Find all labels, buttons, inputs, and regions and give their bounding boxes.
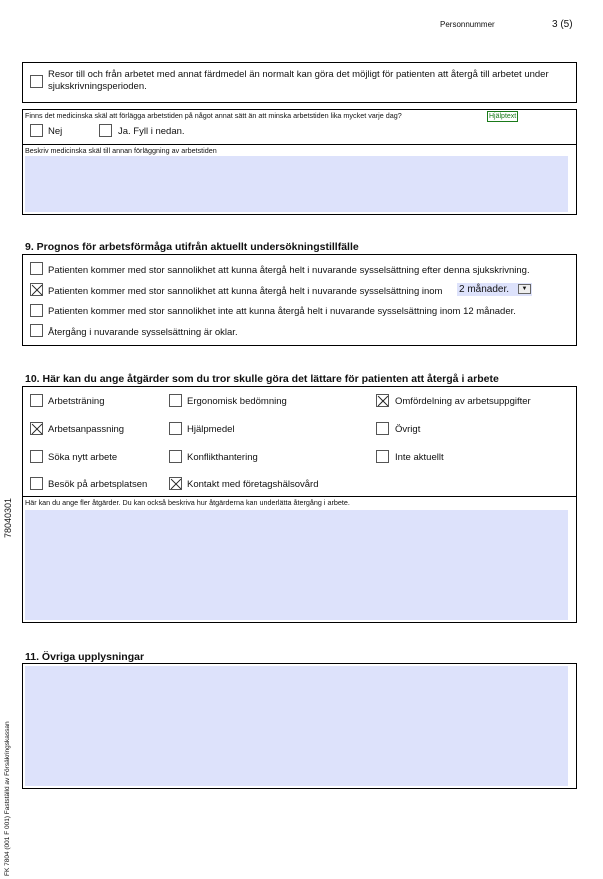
chevron-down-icon[interactable]: ▼	[518, 284, 531, 294]
page-number: 3 (5)	[552, 19, 573, 30]
prognosis-option-1-checkbox[interactable]	[30, 262, 43, 275]
measure-besok-checkbox[interactable]	[30, 477, 43, 490]
measure-inte-aktuellt-label: Inte aktuellt	[395, 452, 444, 463]
prognosis-option-2-checkbox[interactable]	[30, 283, 43, 296]
duration-select[interactable]	[457, 283, 532, 296]
measure-hjalpmedel-label: Hjälpmedel	[187, 424, 235, 435]
measure-fhv-checkbox[interactable]	[169, 477, 182, 490]
describe-field[interactable]	[25, 156, 568, 212]
measure-arbetstraning-label: Arbetsträning	[48, 396, 105, 407]
divider	[22, 144, 577, 145]
prognosis-option-1-label: Patienten kommer med stor sannolikhet att kunna återgå helt i nuvarande sysselsättning efter denna sjukskrivning.	[48, 265, 530, 276]
help-button[interactable]: Hjälptext	[489, 113, 517, 120]
personnummer-label: Personnummer	[440, 20, 495, 29]
distribution-question: Finns det medicinska skäl att förlägga arbetstiden på något annat sätt än att minska arbetstiden lika mycket varje dag?	[25, 111, 402, 120]
measure-omfordelning-checkbox[interactable]	[376, 394, 389, 407]
measure-omfordelning-label: Omfördelning av arbetsuppgifter	[395, 396, 531, 407]
measure-ergonomi-label: Ergonomisk bedömning	[187, 396, 287, 407]
measure-ovrigt-checkbox[interactable]	[376, 422, 389, 435]
measure-fhv-label: Kontakt med företagshälsovård	[187, 479, 319, 490]
more-measures-label: Här kan du ange fler åtgärder. Du kan också beskriva hur åtgärderna kan underlätta återgång i arbete.	[25, 498, 350, 507]
measure-inte-aktuellt-checkbox[interactable]	[376, 450, 389, 463]
other-info-field[interactable]	[25, 666, 568, 786]
yes-label: Ja. Fyll i nedan.	[118, 126, 185, 137]
travel-checkbox[interactable]	[30, 75, 43, 88]
measure-hjalpmedel-checkbox[interactable]	[169, 422, 182, 435]
measure-konflikt-label: Konflikthantering	[187, 452, 258, 463]
duration-value: 2 månader.	[459, 284, 510, 295]
measure-ovrigt-label: Övrigt	[395, 424, 421, 435]
form-code: 78040301	[3, 497, 13, 538]
measure-soka-checkbox[interactable]	[30, 450, 43, 463]
no-label: Nej	[48, 126, 63, 137]
measure-besok-label: Besök på arbetsplatsen	[48, 479, 148, 490]
prognosis-option-4-label: Återgång i nuvarande sysselsättning är oklar.	[48, 327, 238, 338]
describe-label: Beskriv medicinska skäl till annan förläggning av arbetstiden	[25, 146, 217, 155]
measure-arbetsanpassning-checkbox[interactable]	[30, 422, 43, 435]
prognosis-option-3-checkbox[interactable]	[30, 304, 43, 317]
measure-arbetsanpassning-label: Arbetsanpassning	[48, 424, 125, 435]
section11-title: 11. Övriga upplysningar	[25, 651, 145, 663]
section9-title: 9. Prognos för arbetsförmåga utifrån aktuellt undersökningstillfälle	[25, 241, 359, 253]
divider	[22, 496, 577, 497]
prognosis-option-4-checkbox[interactable]	[30, 324, 43, 337]
more-measures-field[interactable]	[25, 510, 568, 620]
measure-ergonomi-checkbox[interactable]	[169, 394, 182, 407]
measure-konflikt-checkbox[interactable]	[169, 450, 182, 463]
yes-checkbox[interactable]	[99, 124, 112, 137]
section10-title: 10. Här kan du ange åtgärder som du tror skulle göra det lättare för patienten att återgå i arbete	[25, 373, 499, 385]
form-footer: FK 7804 (001 F 001) Fastställd av Försäkringskassan	[4, 721, 11, 876]
measure-soka-label: Söka nytt arbete	[48, 452, 118, 463]
measure-arbetstraning-checkbox[interactable]	[30, 394, 43, 407]
prognosis-option-2-label: Patienten kommer med stor sannolikhet att kunna återgå helt i nuvarande sysselsättning inom	[48, 286, 443, 297]
travel-label: Resor till och från arbetet med annat färdmedel än normalt kan göra det möjligt för patienten att återgå till arbetet under sjukskrivningsperioden.	[48, 69, 549, 92]
no-checkbox[interactable]	[30, 124, 43, 137]
prognosis-option-3-label: Patienten kommer med stor sannolikhet inte att kunna återgå helt i nuvarande sysselsättning inom 12 månader.	[48, 306, 516, 317]
